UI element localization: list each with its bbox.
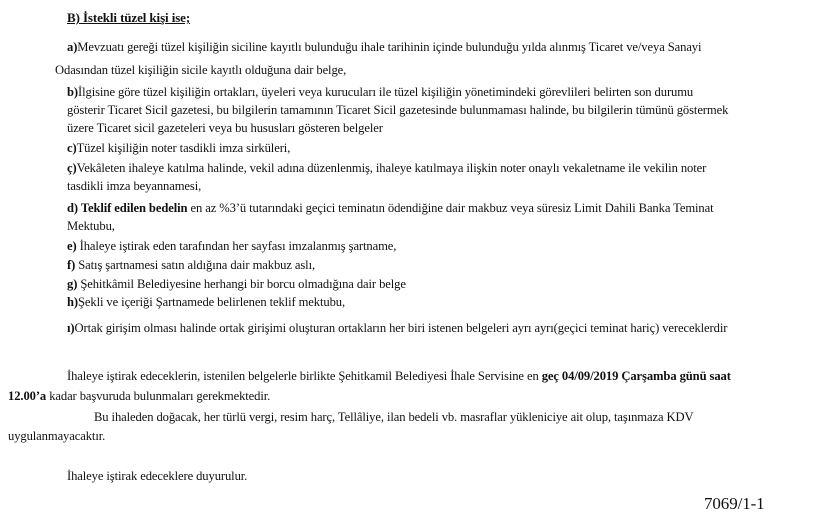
- item-d-text1: en az %3’ü tutarındaki geçici teminatın ödendiğine dair makbuz veya süresiz Limit Dahili Banka Teminat: [187, 201, 714, 215]
- item-g-marker: g): [67, 277, 78, 291]
- item-g-line1: [67, 276, 406, 292]
- item-h-text1: Şekli ve içeriği Şartnamede belirlenen teklif mektubu,: [78, 295, 346, 309]
- item-c-line1: [67, 140, 290, 156]
- item-f-text1: Satış şartnamesi satın aldığına dair makbuz aslı,: [75, 258, 316, 272]
- item-a-line1: [67, 39, 822, 55]
- paragraph2-line1: Bu ihaleden doğacak, her türlü vergi, resim harç, Tellâliye, ilan bedeli vb. masraflar yükleniciye ait olup, taşınmaza KDV: [94, 410, 694, 424]
- item-a-line2: Odasından tüzel kişiliğin sicile kayıtlı olduğuna dair belge,: [55, 63, 347, 77]
- item-b-line3: üzere Ticaret sicil gazeteleri veya bu hususları gösteren belgeler: [67, 121, 383, 135]
- item-i-text1: Ortak girişim olması halinde ortak girişimi oluşturan ortakların her biri istenen belgeleri ayrı ayrı(geçici teminat hariç) vereceklerdir: [74, 321, 728, 335]
- item-cc-text1: Vekâleten ihaleye katılma halinde, vekil adına düzenlenmiş, ihaleye katılmaya ilişkin noter onaylı vekaletname ile vekilin noter: [76, 161, 707, 175]
- item-g-text1: Şehitkâmil Belediyesine herhangi bir borcu olmadığına dair belge: [77, 277, 406, 291]
- item-e-line1: [67, 238, 396, 254]
- paragraph1-line1: [67, 368, 731, 384]
- item-e-text1: İhaleye iştirak eden tarafından her sayfası imzalanmış şartname,: [76, 239, 397, 253]
- item-a-text1: Mevzuatı gereği tüzel kişiliğin siciline kayıtlı bulunduğu ihale tarihinin içinde bulunduğu yılda alınmış Ticaret ve/veya Sanayi: [77, 40, 702, 54]
- item-d-line2: Mektubu,: [67, 219, 115, 233]
- paragraph1-deadline: geç 04/09/2019 Çarşamba günü saat: [541, 369, 731, 383]
- paragraph2-line2: uygulanmayacaktır.: [8, 429, 106, 443]
- section-heading: B) İstekli tüzel kişi ise;: [67, 10, 191, 25]
- item-cc-line2: tasdikli imza beyannamesi,: [67, 179, 202, 193]
- item-c-text1: Tüzel kişiliğin noter tasdikli imza sirküleri,: [76, 141, 291, 155]
- item-b-text1: İlgisine göre tüzel kişiliğin ortakları, üyeleri veya kurucuları ile tüzel kişiliğin yönetimindeki görevlileri belirten son durumu: [78, 85, 694, 99]
- item-f-line1: [67, 257, 315, 273]
- paragraph1-text: İhaleye iştirak edeceklerin, istenilen belgelerle birlikte Şehitkamil Belediyesi İhale Servisine en: [67, 369, 542, 383]
- reference-number: 7069/1-1: [704, 494, 765, 513]
- item-h-line1: [67, 294, 345, 310]
- paragraph1-time: 12.00’a: [8, 389, 47, 403]
- item-b-line2: gösterir Ticaret Sicil gazetesi, bu bilgilerin tamamının Ticaret Sicil gazetesinde bulunmaması halinde, bu bilgilerin tümünü göstermek: [67, 103, 729, 117]
- item-d-marker: d) Teklif edilen bedelin: [67, 201, 188, 215]
- item-cc-marker: ç): [67, 161, 77, 175]
- item-b-marker: b): [67, 85, 78, 99]
- item-e-marker: e): [67, 239, 77, 253]
- item-cc-line1: [67, 160, 706, 176]
- item-b-line1: [67, 84, 693, 100]
- item-i-line1: [67, 320, 727, 336]
- item-i-marker: ı): [67, 321, 75, 335]
- paragraph1-line2: [8, 388, 270, 404]
- item-a-marker: a): [67, 40, 78, 54]
- paragraph1-text2: kadar başvuruda bulunmaları gerekmektedir.: [46, 389, 271, 403]
- item-d-line1: [67, 200, 714, 216]
- closing-line: İhaleye iştirak edeceklere duyurulur.: [67, 469, 248, 483]
- item-f-marker: f): [67, 258, 76, 272]
- item-c-marker: c): [67, 141, 77, 155]
- item-h-marker: h): [67, 295, 78, 309]
